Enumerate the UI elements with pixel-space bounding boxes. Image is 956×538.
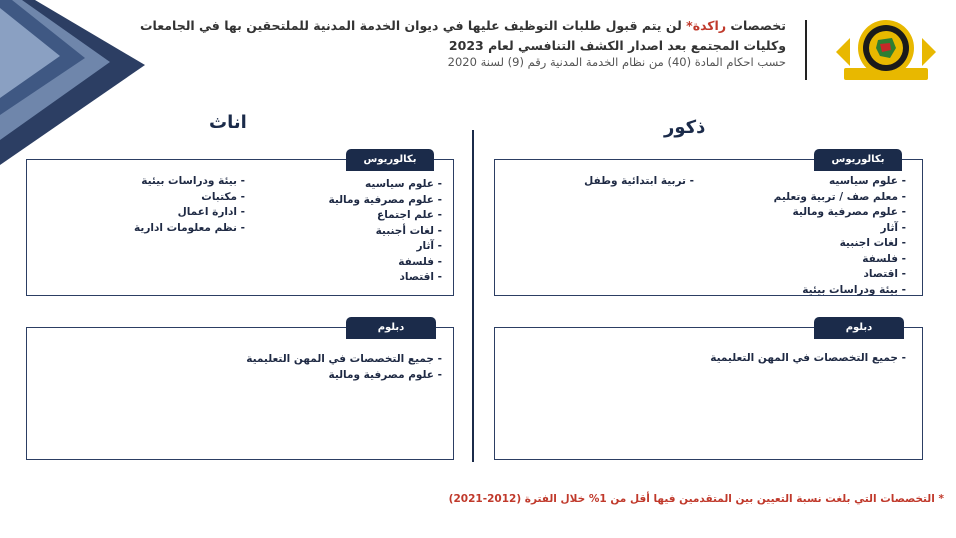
female-heading: اناث xyxy=(209,112,247,133)
list-item: - تربية ابتدائية وطفل xyxy=(584,174,694,190)
male-bachelor-tab: بكالوريوس xyxy=(814,149,902,171)
stagnant-accent: راكدة* xyxy=(686,18,727,33)
list-item: - ادارة اعمال xyxy=(134,205,245,221)
header-title-line2: وكليات المجتمع بعد اصدار الكشف التنافسي لعام 2023 xyxy=(448,38,786,53)
male-bachelor-list xyxy=(774,174,906,298)
list-item: - فلسفة xyxy=(774,252,906,268)
male-diploma-tab: دبلوم xyxy=(814,317,904,339)
list-item: - لغات أجنبية xyxy=(328,224,442,240)
female-diploma-tab: دبلوم xyxy=(346,317,436,339)
list-item: - فلسفة xyxy=(328,255,442,271)
male-heading: ذكور xyxy=(664,117,706,138)
male-diploma-box xyxy=(494,327,923,460)
list-item: - اقتصاد xyxy=(328,270,442,286)
list-item: - معلم صف / تربية وتعليم xyxy=(774,190,906,206)
list-item: - جميع التخصصات في المهن التعليمية xyxy=(246,352,442,368)
header-divider xyxy=(805,20,807,80)
list-item: - لغات اجنبية xyxy=(774,236,906,252)
list-item: - علم اجتماع xyxy=(328,208,442,224)
center-divider xyxy=(472,130,474,462)
list-item: - بيئة ودراسات بيئية xyxy=(134,174,245,190)
male-diploma-list xyxy=(710,351,906,367)
list-item: - مكتبات xyxy=(134,190,245,206)
list-item: - علوم مصرفية ومالية xyxy=(246,368,442,384)
female-bachelor-tab: بكالوريوس xyxy=(346,149,434,171)
female-diploma-list xyxy=(246,352,442,383)
female-diploma-box xyxy=(26,327,454,460)
civil-service-emblem-icon xyxy=(836,18,936,86)
list-item: - آثار xyxy=(774,221,906,237)
decorative-chevron xyxy=(0,0,150,165)
female-bachelor-list xyxy=(328,177,442,286)
list-item: - علوم مصرفية ومالية xyxy=(774,205,906,221)
list-item: - بيئة ودراسات بيئية xyxy=(774,283,906,299)
header-title-line1: تخصصات راكدة* لن يتم قبول طلبات التوظيف عليها في ديوان الخدمة المدنية للملتحقين بها في الجامعات xyxy=(139,18,786,33)
list-item: - علوم سياسيه xyxy=(328,177,442,193)
header-subtitle: حسب احكام المادة (40) من نظام الخدمة المدنية رقم (9) لسنة 2020 xyxy=(447,55,786,69)
list-item: - آثار xyxy=(328,239,442,255)
list-item: - علوم سياسيه xyxy=(774,174,906,190)
footnote: * التخصصات التي بلغت نسبة التعيين بين المتقدمين فيها أقل من 1% خلال الفترة (2012-2021) xyxy=(448,493,944,505)
list-item: - جميع التخصصات في المهن التعليمية xyxy=(710,351,906,367)
male-bachelor-list-2 xyxy=(584,174,694,190)
list-item: - اقتصاد xyxy=(774,267,906,283)
female-bachelor-list-2 xyxy=(134,174,245,236)
list-item: - علوم مصرفية ومالية xyxy=(328,193,442,209)
list-item: - نظم معلومات ادارية xyxy=(134,221,245,237)
